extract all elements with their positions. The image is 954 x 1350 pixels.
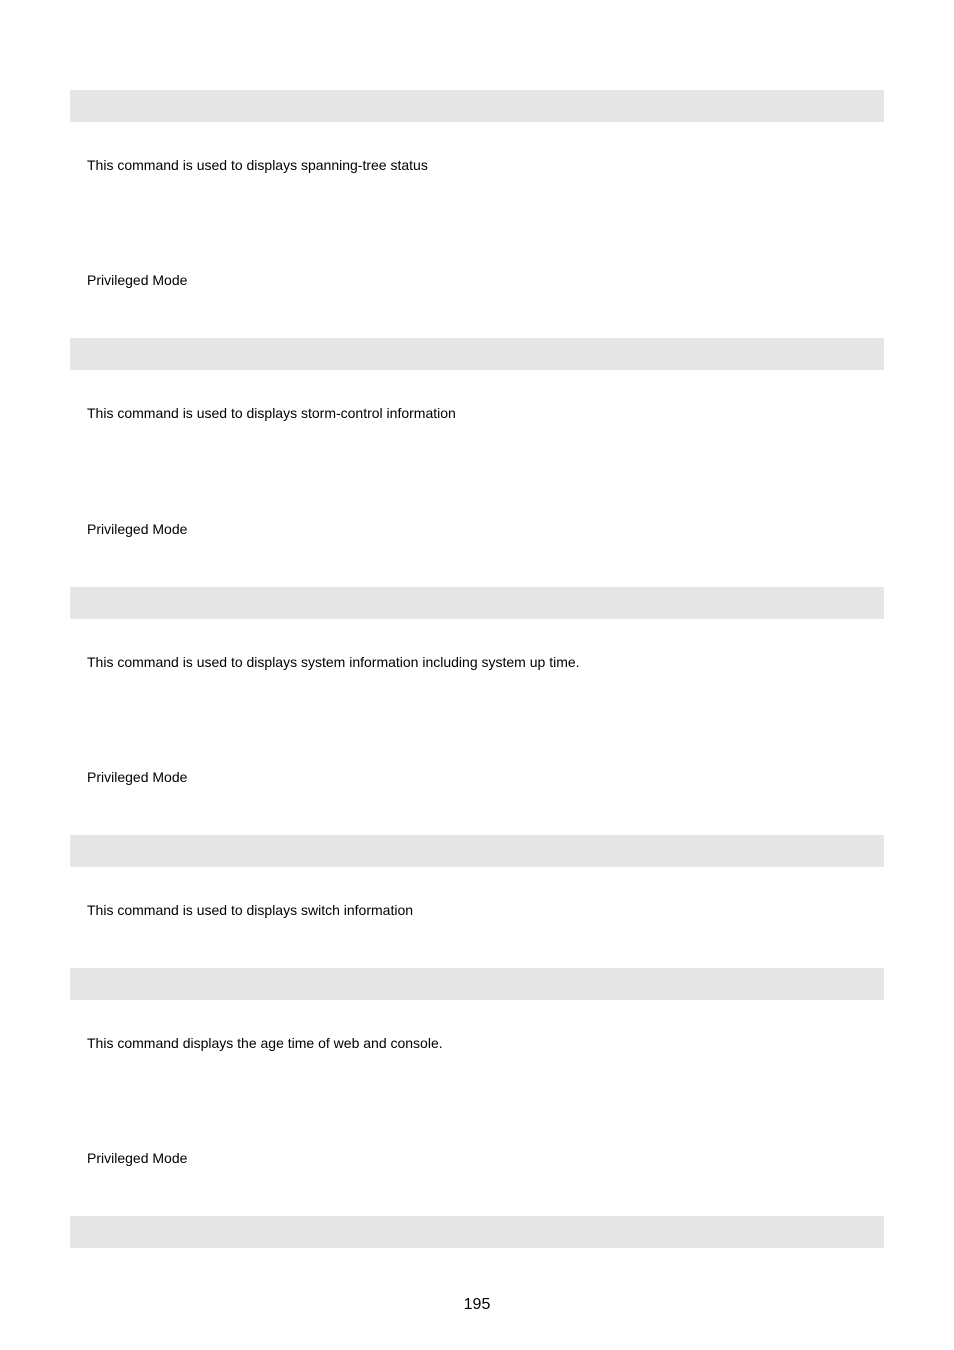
command-header-bar (70, 968, 884, 1000)
command-description: This command is used to displays switch information (87, 902, 414, 918)
command-description: This command displays the age time of web and console. (87, 1035, 443, 1051)
command-header-bar (70, 1216, 884, 1248)
page-number: 195 (463, 1296, 491, 1313)
command-header-bar (70, 90, 884, 122)
command-header-bar (70, 587, 884, 619)
command-description: This command is used to displays spanning-tree status (87, 157, 428, 173)
command-header-bar (70, 338, 884, 370)
command-mode: Privileged Mode (87, 1150, 188, 1166)
command-description: This command is used to displays system information including system up time. (87, 654, 580, 670)
command-mode: Privileged Mode (87, 272, 188, 288)
command-description: This command is used to displays storm-control information (87, 405, 456, 421)
command-mode: Privileged Mode (87, 521, 188, 537)
command-header-bar (70, 835, 884, 867)
command-mode: Privileged Mode (87, 769, 188, 785)
